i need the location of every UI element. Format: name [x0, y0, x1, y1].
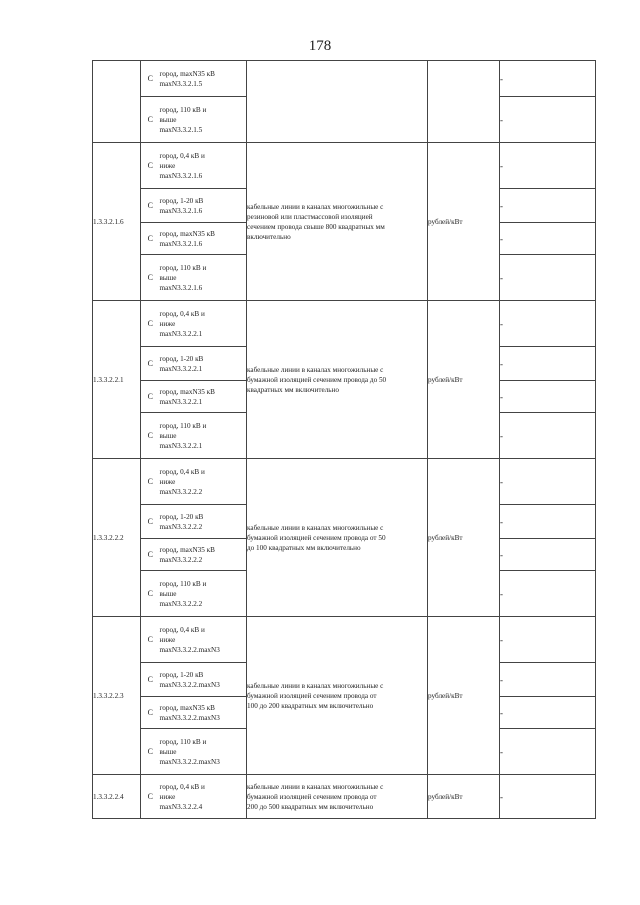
voltage-level-line: выше [159, 431, 177, 440]
description-line: до 100 квадратных мм включительно [247, 543, 361, 552]
voltage-level-line: ниже [159, 161, 176, 170]
voltage-level-cell [160, 255, 247, 301]
category-letter: С [141, 189, 160, 223]
category-letter: С [141, 223, 160, 255]
voltage-level-line: город, maxN35 кВ [159, 545, 215, 554]
item-code-cell: 1.3.3.2.2.4 [93, 775, 141, 819]
rates-table-body [93, 61, 596, 819]
category-letter: С [141, 459, 160, 505]
category-letter: С [141, 381, 160, 413]
voltage-level-cell [160, 729, 247, 775]
table-row [93, 143, 596, 189]
voltage-level-line: город, maxN35 кВ [159, 387, 215, 396]
description-cell [247, 775, 428, 819]
voltage-level-cell [160, 697, 247, 729]
voltage-level-cell [160, 459, 247, 505]
item-code-cell: 1.3.3.2.2.1 [93, 301, 141, 459]
voltage-level-cell [160, 505, 247, 539]
category-letter: С [141, 97, 160, 143]
unit-cell: рублей/кВт [428, 775, 500, 819]
voltage-level-line: maxN3.3.2.2.4 [159, 802, 203, 811]
voltage-level-line: ниже [159, 792, 176, 801]
category-letter: С [141, 539, 160, 571]
voltage-level-cell [160, 571, 247, 617]
rate-value-cell: - [500, 381, 596, 413]
voltage-level-line: maxN3.3.2.2.2 [159, 487, 203, 496]
category-letter: С [141, 663, 160, 697]
description-line: бумажной изоляцией сечением провода от 50 [247, 533, 386, 542]
description-line: кабельные линии в каналах многожильные с [247, 523, 384, 532]
voltage-level-line: выше [159, 589, 177, 598]
description-line: 100 до 200 квадратных мм включительно [247, 701, 374, 710]
description-line: кабельные линии в каналах многожильные с [247, 365, 384, 374]
voltage-level-line: город, 110 кВ и [159, 737, 207, 746]
voltage-level-line: maxN3.3.2.2.1 [159, 441, 203, 450]
voltage-level-line: maxN3.3.2.1.5 [159, 125, 203, 134]
voltage-level-line: maxN3.3.2.1.6 [159, 171, 203, 180]
voltage-level-line: maxN3.3.2.2.maxN3 [159, 680, 220, 689]
rate-value-cell: - [500, 459, 596, 505]
description-line: включительно [247, 232, 291, 241]
category-letter: С [141, 729, 160, 775]
rates-table [92, 60, 596, 819]
category-letter: С [141, 697, 160, 729]
table-row [93, 617, 596, 663]
category-letter: С [141, 617, 160, 663]
voltage-level-cell [160, 413, 247, 459]
voltage-level-cell [160, 381, 247, 413]
voltage-level-cell [160, 347, 247, 381]
voltage-level-cell [160, 663, 247, 697]
description-line: 200 до 500 квадратных мм включительно [247, 802, 374, 811]
voltage-level-line: maxN3.3.2.1.5 [159, 79, 203, 88]
rate-value-cell: - [500, 505, 596, 539]
rate-value-cell: - [500, 413, 596, 459]
item-code-cell [93, 61, 141, 143]
table-row [93, 301, 596, 347]
rate-value-cell: - [500, 301, 596, 347]
description-line: сечением провода свыше 800 квадратных мм [247, 222, 385, 231]
category-letter: С [141, 255, 160, 301]
voltage-level-line: maxN3.3.2.1.6 [159, 239, 203, 248]
description-cell [247, 143, 428, 301]
voltage-level-cell [160, 617, 247, 663]
voltage-level-line: город, 0,4 кВ и [159, 467, 205, 476]
voltage-level-line: город, 110 кВ и [159, 579, 207, 588]
rate-value-cell: - [500, 571, 596, 617]
voltage-level-cell [160, 61, 247, 97]
category-letter: С [141, 775, 160, 819]
description-cell [247, 301, 428, 459]
description-cell [247, 617, 428, 775]
rate-value-cell: - [500, 255, 596, 301]
rate-value-cell: - [500, 347, 596, 381]
voltage-level-cell [160, 143, 247, 189]
unit-cell: рублей/кВт [428, 459, 500, 617]
voltage-level-cell [160, 189, 247, 223]
voltage-level-cell [160, 775, 247, 819]
voltage-level-line: maxN3.3.2.2.2 [159, 599, 203, 608]
voltage-level-line: город, 110 кВ и [159, 105, 207, 114]
voltage-level-line: выше [159, 273, 177, 282]
voltage-level-cell [160, 301, 247, 347]
voltage-level-line: город, 0,4 кВ и [159, 151, 205, 160]
category-letter: С [141, 505, 160, 539]
voltage-level-line: maxN3.3.2.2.1 [159, 329, 203, 338]
voltage-level-line: город, 1-20 кВ [159, 512, 204, 521]
page-number: 178 [308, 38, 332, 54]
rate-value-cell: - [500, 775, 596, 819]
description-line: квадратных мм включительно [247, 385, 340, 394]
description-line: бумажной изоляцией сечением провода от [247, 792, 377, 801]
voltage-level-line: ниже [159, 635, 176, 644]
rate-value-cell: - [500, 97, 596, 143]
table-row [93, 459, 596, 505]
voltage-level-line: город, 110 кВ и [159, 263, 207, 272]
rate-value-cell: - [500, 663, 596, 697]
rate-value-cell: - [500, 223, 596, 255]
rate-value-cell: - [500, 143, 596, 189]
item-code-cell: 1.3.3.2.1.6 [93, 143, 141, 301]
voltage-level-line: maxN3.3.2.1.6 [159, 283, 203, 292]
description-line: кабельные линии в каналах многожильные с [247, 681, 384, 690]
voltage-level-line: ниже [159, 477, 176, 486]
description-line: кабельные линии в каналах многожильные с [247, 782, 384, 791]
item-code-cell: 1.3.3.2.2.3 [93, 617, 141, 775]
voltage-level-line: город, 1-20 кВ [159, 670, 204, 679]
category-letter: С [141, 143, 160, 189]
voltage-level-line: maxN3.3.2.2.1 [159, 397, 203, 406]
rate-value-cell: - [500, 189, 596, 223]
rate-value-cell: - [500, 617, 596, 663]
description-line: бумажной изоляцией сечением провода от [247, 691, 377, 700]
description-line: кабельные линии в каналах многожильные с [247, 202, 384, 211]
voltage-level-line: maxN3.3.2.2.1 [159, 364, 203, 373]
category-letter: С [141, 301, 160, 347]
category-letter: С [141, 61, 160, 97]
voltage-level-line: maxN3.3.2.1.6 [159, 206, 203, 215]
voltage-level-line: город, 0,4 кВ и [159, 625, 205, 634]
voltage-level-line: выше [159, 747, 177, 756]
description-line: бумажной изоляцией сечением провода до 50 [247, 375, 387, 384]
voltage-level-line: город, 0,4 кВ и [159, 309, 205, 318]
voltage-level-line: город, 1-20 кВ [159, 354, 204, 363]
voltage-level-line: город, 0,4 кВ и [159, 782, 205, 791]
voltage-level-cell [160, 223, 247, 255]
voltage-level-cell [160, 539, 247, 571]
voltage-level-line: выше [159, 115, 177, 124]
voltage-level-line: maxN3.3.2.2.2 [159, 522, 203, 531]
voltage-level-line: maxN3.3.2.2.maxN3 [159, 713, 220, 722]
rate-value-cell: - [500, 697, 596, 729]
category-letter: С [141, 413, 160, 459]
unit-cell [428, 61, 500, 143]
voltage-level-line: maxN3.3.2.2.2 [159, 555, 203, 564]
unit-cell: рублей/кВт [428, 301, 500, 459]
voltage-level-cell [160, 97, 247, 143]
voltage-level-line: город, 110 кВ и [159, 421, 207, 430]
item-code-cell: 1.3.3.2.2.2 [93, 459, 141, 617]
category-letter: С [141, 571, 160, 617]
voltage-level-line: ниже [159, 319, 176, 328]
description-cell [247, 61, 428, 143]
unit-cell: рублей/кВт [428, 617, 500, 775]
unit-cell: рублей/кВт [428, 143, 500, 301]
table-row [93, 61, 596, 97]
description-cell [247, 459, 428, 617]
rate-value-cell: - [500, 539, 596, 571]
rate-value-cell: - [500, 61, 596, 97]
description-line: резиновой или пластмассовой изоляцией [247, 212, 373, 221]
category-letter: С [141, 347, 160, 381]
voltage-level-line: город, maxN35 кВ [159, 703, 215, 712]
voltage-level-line: maxN3.3.2.2.maxN3 [159, 757, 220, 766]
table-row [93, 775, 596, 819]
rate-value-cell: - [500, 729, 596, 775]
voltage-level-line: maxN3.3.2.2.maxN3 [159, 645, 220, 654]
voltage-level-line: город, 1-20 кВ [159, 196, 204, 205]
voltage-level-line: город, maxN35 кВ [159, 229, 215, 238]
voltage-level-line: город, maxN35 кВ [159, 69, 215, 78]
